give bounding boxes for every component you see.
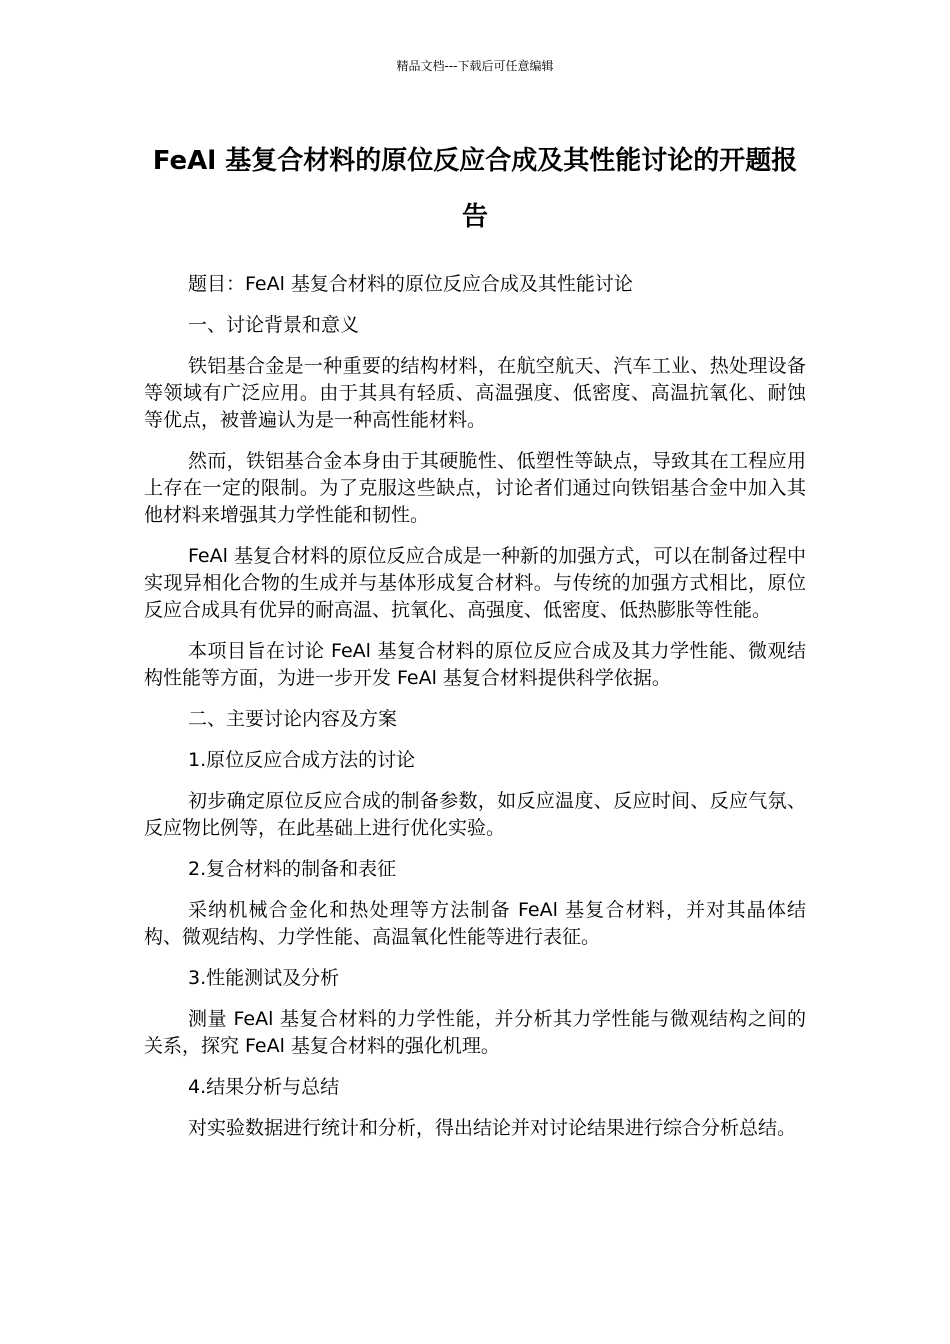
paragraph: 测量 FeAl 基复合材料的力学性能，并分析其力学性能与微观结构之间的关系，探究 FeAl 基复合材料的强化机理。 bbox=[144, 1008, 806, 1057]
document-body bbox=[144, 271, 806, 1156]
header-note: 精品文档---下载后可任意编辑 bbox=[396, 59, 554, 73]
subheading-method: 1.原位反应合成方法的讨论 bbox=[188, 749, 416, 771]
paragraph: 采纳机械合金化和热处理等方法制备 FeAl 基复合材料，并对其晶体结构、微观结构、力学性能、高温氧化性能等进行表征。 bbox=[144, 899, 806, 948]
paragraph: 铁铝基合金是一种重要的结构材料，在航空航天、汽车工业、热处理设备等领域有广泛应用。由于其具有轻质、高温强度、低密度、高温抗氧化、耐蚀等优点，被普遍认为是一种高性能材料。 bbox=[144, 355, 806, 431]
section-heading-content: 二、主要讨论内容及方案 bbox=[188, 708, 398, 730]
paragraph: 本项目旨在讨论 FeAl 基复合材料的原位反应合成及其力学性能、微观结构性能等方面，为进一步开发 FeAl 基复合材料提供科学依据。 bbox=[144, 640, 806, 689]
subheading-summary: 4.结果分析与总结 bbox=[188, 1076, 340, 1098]
paragraph: FeAl 基复合材料的原位反应合成是一种新的加强方式，可以在制备过程中实现异相化合物的生成并与基体形成复合材料。与传统的加强方式相比，原位反应合成具有优异的耐高温、抗氧化、高强度、低密度、低热膨胀等性能。 bbox=[144, 545, 806, 621]
paragraph: 对实验数据进行统计和分析，得出结论并对讨论结果进行综合分析总结。 bbox=[188, 1117, 797, 1139]
paragraph: 然而，铁铝基合金本身由于其硬脆性、低塑性等缺点，导致其在工程应用上存在一定的限制。为了克服这些缺点，讨论者们通过向铁铝基合金中加入其他材料来增强其力学性能和韧性。 bbox=[144, 450, 806, 526]
subheading-preparation: 2.复合材料的制备和表征 bbox=[188, 858, 397, 880]
section-heading-background: 一、讨论背景和意义 bbox=[188, 314, 360, 336]
subheading-testing: 3.性能测试及分析 bbox=[188, 967, 340, 989]
topic-line: 题目：FeAl 基复合材料的原位反应合成及其性能讨论 bbox=[188, 273, 633, 295]
document-title: FeAl 基复合材料的原位反应合成及其性能讨论的开题报告 bbox=[152, 146, 798, 232]
paragraph: 初步确定原位反应合成的制备参数，如反应温度、反应时间、反应气氛、反应物比例等，在此基础上进行优化实验。 bbox=[144, 790, 806, 839]
